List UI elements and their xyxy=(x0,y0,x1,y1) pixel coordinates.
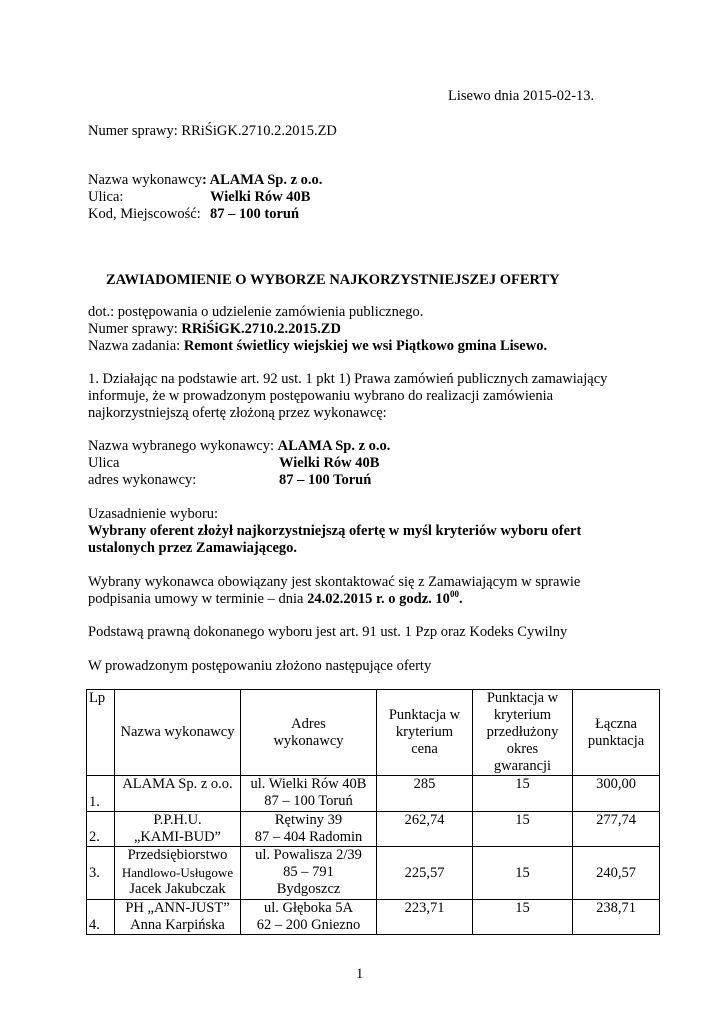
selected-address-line xyxy=(88,472,390,489)
row-warranty: 15 xyxy=(473,812,573,847)
reference-case-value: RRiŚiGK.2710.2.2015.ZD xyxy=(181,321,341,337)
selected-street-value: Wielki Rów 40B xyxy=(279,455,380,471)
legal-basis: Podstawą prawną dokonanego wyboru jest art. 91 ust. 1 Pzp oraz Kodeks Cywilny xyxy=(88,624,568,640)
case-number: Numer sprawy: RRiŚiGK.2710.2.2015.ZD xyxy=(88,123,337,139)
table-row xyxy=(87,900,660,935)
decision-paragraph xyxy=(88,371,607,422)
contractor-street-label: Ulica: xyxy=(88,189,124,205)
header-price-2: kryterium xyxy=(395,724,454,740)
header-price-1: Punktacja w xyxy=(388,707,461,723)
offers-intro: W prowadzonym postępowaniu złożono następujące oferty xyxy=(88,658,432,674)
row-total: 300,00 xyxy=(573,776,660,812)
row-price: 262,74 xyxy=(377,812,473,847)
row-address xyxy=(241,847,377,900)
decision-line-3: najkorzystniejszą ofertę złożoną przez wykonawcę: xyxy=(88,405,387,421)
reference-block xyxy=(88,304,547,355)
row-address-2: 62 – 200 Gniezno xyxy=(256,917,361,933)
header-address xyxy=(241,690,377,776)
row-lp: 4. xyxy=(87,900,115,935)
contact-line-1: Wybrany wykonawca obowiązany jest skontaktować się z Zamawiającym w sprawie xyxy=(88,574,581,590)
contact-deadline-minutes: 00 xyxy=(449,589,459,600)
row-address-1: ul. Wielki Rów 40B xyxy=(250,776,367,792)
header-lp: Lp xyxy=(87,690,115,776)
row-name xyxy=(115,812,241,847)
selected-street-label: Ulica xyxy=(88,455,120,471)
selected-address-value: 87 – 100 Toruń xyxy=(279,472,372,488)
row-name xyxy=(115,847,241,900)
header-total xyxy=(573,690,660,776)
header-warranty-3: przedłużony xyxy=(486,724,559,740)
row-address xyxy=(241,812,377,847)
contractor-city-line xyxy=(88,206,322,223)
row-name-1: P.P.H.U. xyxy=(153,812,202,828)
row-address-2: 87 – 100 Toruń xyxy=(264,793,353,809)
contact-line-2 xyxy=(88,591,580,608)
row-price: 285 xyxy=(377,776,473,812)
header-total-2: punktacja xyxy=(587,732,645,749)
reference-case-label: Numer sprawy: xyxy=(88,321,182,337)
document-title: ZAWIADOMIENIE O WYBORZE NAJKORZYSTNIEJSZEJ OFERTY xyxy=(106,272,560,288)
justification-label: Uzasadnienie wyboru: xyxy=(88,506,219,522)
reference-task-value: Remont świetlicy wiejskiej we wsi Piątkowo gmina Lisewo. xyxy=(183,338,548,354)
contact-deadline: 24.02.2015 r. o godz. 10 xyxy=(307,591,450,607)
table-row xyxy=(87,812,660,847)
contractor-name-label: Nazwa wykonawcy xyxy=(88,172,202,188)
row-name xyxy=(115,776,241,812)
table-row xyxy=(87,847,660,900)
row-price: 223,71 xyxy=(377,900,473,935)
row-name-3: Jacek Jakubczak xyxy=(129,881,226,897)
header-warranty-2: kryterium xyxy=(493,707,552,723)
header-name-text: Nazwa wykonawcy xyxy=(120,724,235,740)
reference-task-line xyxy=(88,338,547,355)
header-warranty xyxy=(473,690,573,776)
justification-block xyxy=(88,506,581,557)
row-address-2: 85 – 791 xyxy=(283,864,334,880)
reference-dot-line: dot.: postępowania o udzielenie zamówienia publicznego. xyxy=(88,304,424,320)
header-address-1: Adres xyxy=(291,715,326,732)
header-total-1: Łączna xyxy=(595,715,637,732)
selected-name-line xyxy=(88,438,390,455)
row-lp: 3. xyxy=(87,847,115,900)
row-name-2: Anna Karpińska xyxy=(130,917,225,933)
row-address-1: ul. Głęboka 5A xyxy=(264,900,353,916)
row-name-1: PH „ANN-JUST” xyxy=(125,900,230,916)
contractor-name-value: : ALAMA Sp. z o.o. xyxy=(201,172,323,188)
row-name-1: Przedsiębiorstwo xyxy=(127,847,228,863)
header-warranty-1: Punktacja w xyxy=(486,690,559,706)
row-total: 240,57 xyxy=(573,847,660,900)
row-address xyxy=(241,776,377,812)
header-price-3: cena xyxy=(411,741,438,757)
justification-line-1: Wybrany oferent złożył najkorzystniejszą ofertę w myśl kryteriów wyboru ofert xyxy=(88,523,582,539)
contact-line-2-prefix: podpisania umowy w terminie – dnia xyxy=(88,591,308,607)
contractor-street-line xyxy=(88,189,322,206)
reference-task-label: Nazwa zadania: xyxy=(88,338,184,354)
reference-case-line xyxy=(88,321,547,338)
contractor-city-value: 87 – 100 toruń xyxy=(210,206,300,222)
decision-line-1: 1. Działając na podstawie art. 92 ust. 1 pkt 1) Prawa zamówień publicznych zamawiający xyxy=(88,371,608,387)
page-number: 1 xyxy=(356,966,364,982)
row-address-2: 87 – 404 Radomin xyxy=(254,829,363,845)
selected-address-label: adres wykonawcy: xyxy=(88,472,197,488)
header-address-2: wykonawcy xyxy=(273,732,344,749)
decision-line-2: informuje, że w prowadzonym postępowaniu wybrano do realizacji zamówienia xyxy=(88,388,554,404)
table-header-row xyxy=(87,690,660,776)
offers-table xyxy=(86,689,660,935)
contractor-street-value: Wielki Rów 40B xyxy=(210,189,311,205)
contractor-city-label: Kod, Miejscowość: xyxy=(88,206,201,222)
header-price xyxy=(377,690,473,776)
document-date: Lisewo dnia 2015-02-13. xyxy=(448,88,595,104)
selected-contractor-block xyxy=(88,438,390,489)
row-warranty: 15 xyxy=(473,776,573,812)
header-warranty-4: okres xyxy=(506,741,539,757)
table-row xyxy=(87,776,660,812)
selected-name-value: ALAMA Sp. z o.o. xyxy=(277,438,391,454)
row-name-2: Handlowo-Usługowe xyxy=(121,865,234,880)
row-warranty: 15 xyxy=(473,900,573,935)
selected-street-line xyxy=(88,455,390,472)
row-address-1: Rętwiny 39 xyxy=(274,812,343,828)
selected-name-label: Nazwa wybranego wykonawcy: xyxy=(88,438,278,454)
contact-line-2-end: . xyxy=(458,591,463,607)
row-name-1: ALAMA Sp. z o.o. xyxy=(122,776,233,792)
row-price: 225,57 xyxy=(377,847,473,900)
contractor-block xyxy=(88,172,322,223)
row-total: 277,74 xyxy=(573,812,660,847)
header-warranty-5: gwarancji xyxy=(493,758,552,774)
row-warranty: 15 xyxy=(473,847,573,900)
row-name xyxy=(115,900,241,935)
contractor-name-line xyxy=(88,172,322,189)
row-address-3: Bydgoszcz xyxy=(276,881,341,897)
row-lp: 1. xyxy=(87,776,115,812)
row-name-2: „KAMI-BUD” xyxy=(134,829,221,845)
row-address xyxy=(241,900,377,935)
header-name xyxy=(115,690,241,776)
justification-line-2: ustalonych przez Zamawiającego. xyxy=(88,540,298,556)
row-address-1: ul. Powalisza 2/39 xyxy=(255,847,362,863)
row-lp: 2. xyxy=(87,812,115,847)
row-total: 238,71 xyxy=(573,900,660,935)
contact-block xyxy=(88,574,580,608)
